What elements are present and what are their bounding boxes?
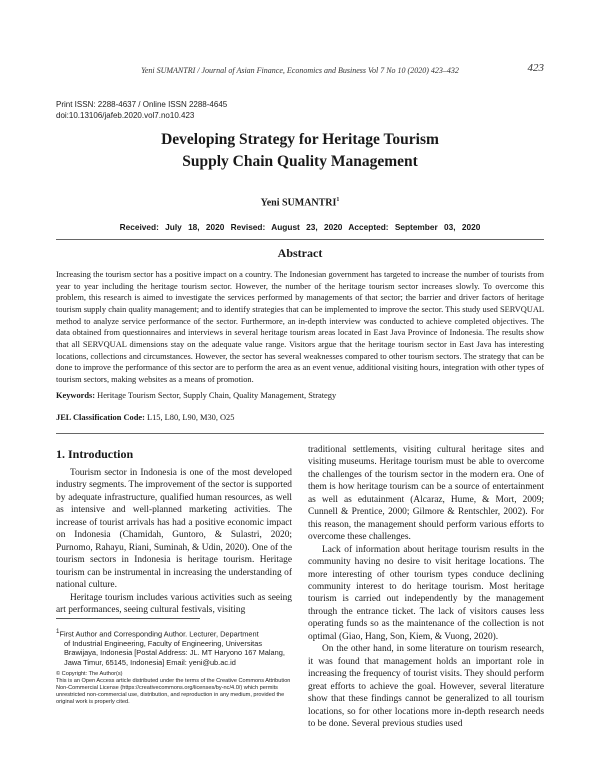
paragraph: Tourism sector in Indonesia is one of the most developed industry segments. The improvement of the sector is supported by adequate infrastructure, qualified human resources, as well as intensive and well-planned marketing activities. The increase of tourist arrivals has had a positive economic impact on Indonesia (Chamidah, Guntoro, & Sulastri, 2020; Purnomo, Rahayu, Riani, Suminah, & Udin, 2020). One of the tourism sectors in Indonesia is heritage tourism. Heritage tourism can be instrumental in increasing the understanding of national culture.	[56, 468, 292, 591]
footnote-line-1: First Author and Corresponding Author. Lecturer, Department	[59, 629, 259, 639]
paragraph: On the other hand, in some literature on tourism research, it was found that management holds an important role in increasing the frequency of tourist visits. They should perform great efforts to achieve the goal. However, several literature show that these findings cannot be generalized to all tourism locations, so for other locations more in-depth research needs to be done. Several previous studies used	[308, 644, 544, 729]
section-heading: 1. Introduction	[56, 447, 134, 461]
paragraph: Lack of information about heritage tourism results in the community having no desire to visit heritage locations. The more interesting of other tourism types conduce declining community interest to do heritage tourism. Most heritage tourism is carried out independently by the management through the entrance ticket. The lack of visitors causes less operating funds so as the maintenance of the collection is not optimal (Giao, Hang, Son, Kiem, & Vuong, 2020).	[308, 544, 544, 642]
abstract-heading: Abstract	[277, 246, 323, 260]
keywords	[56, 391, 544, 400]
abstract-text: Increasing the tourism sector has a positive impact on a country. The Indonesian government has targeted to increase the number of tourists from year to year including the heritage tourism sector. However, the number of the heritage tourism sector increases slowly. To overcome this problem, this research is aimed to investigate the services performed by managements of that sector; the barrier and driver factors of heritage tourism supply chain quality management; and to identify strategies that can be implemented to improve the sector. This study used SERVQUAL method to analyze service performance of the sector. Furthermore, an in-depth interview was conducted to achieve completed objectives. The data obtained from questionnaires and interviews in several heritage tourism areas located in East Java Province of Indonesia. The results show that all SERVQUAL dimensions stay on the adequate value range. Visitors argue that the heritage tourism sector in East Java has interesting locations, collections and circumstances. However, the sector has several weaknesses compared to other tourism sectors. The strategy that can be done to improve the performance of this sector are to perform the area as an event venue, additional visiting hours, integration with other types of tourism sectors, making websites as a means of promotion.	[56, 270, 544, 384]
footnote-mark: 1	[56, 628, 60, 635]
keywords-label: Keywords:	[56, 391, 96, 400]
jel-codes	[56, 413, 544, 422]
paragraph: traditional settlements, visiting cultural heritage sites and visiting museums. Heritage tourism must be able to overcome the challenges of the tourism sector in the modern era. One of them is how heritage tourism can be a source of entertainment as well as edutainment (Alcaraz, Hume, & Mort, 2009; Cunnell & Prentice, 2000; Gilmore & Rentschler, 2002). For this reason, the management should perform various efforts to overcome these challenges.	[308, 445, 544, 543]
abstract-bottom-rule	[56, 433, 544, 434]
footnote	[56, 627, 296, 667]
copyright-line: © Copyright: The Author(s)	[56, 671, 123, 677]
copyright-notice	[56, 671, 296, 706]
column-right	[308, 444, 544, 730]
author-mark: 1	[336, 197, 340, 203]
issn-block	[56, 99, 227, 121]
column-left	[56, 467, 292, 616]
jel-label: JEL Classification Code:	[56, 413, 145, 422]
issn-line: Print ISSN: 2288-4637 / Online ISSN 2288-4645	[56, 100, 228, 109]
author-name: Yeni SUMANTRI	[260, 197, 337, 209]
title-line-1: Developing Strategy for Heritage Tourism	[161, 131, 439, 148]
title-line-2: Supply Chain Quality Management	[182, 153, 418, 170]
footnote-rule	[56, 618, 200, 619]
page-number: 423	[527, 62, 544, 74]
doi-line: doi:10.13106/jafeb.2020.vol7.no10.423	[56, 111, 195, 120]
abstract-top-rule	[56, 239, 544, 240]
license-text: This is an Open Access article distributed under the terms of the Creative Commons Attribution Non-Commercial License (https://creativecommons.org/licenses/by-nc/4.0/) which permits unrestricted non-commercial use, distribution, and reproduction in any medium, provided the original work is properly cited.	[56, 678, 291, 706]
keywords-text: Heritage Tourism Sector, Supply Chain, Quality Management, Strategy	[97, 391, 337, 400]
author	[0, 197, 600, 208]
paragraph: Heritage tourism includes various activities such as seeing art performances, seeing cultural festivals, visiting	[56, 592, 292, 615]
jel-text: L15, L80, L90, M30, O25	[146, 413, 235, 422]
paper-title	[0, 129, 600, 173]
article-dates: Received: July 18, 2020 Revised: August 23, 2020 Accepted: September 03, 2020	[119, 222, 481, 232]
footnote-body: of Industrial Engineering, Faculty of Engineering, Universitas Brawijaya, Indonesia [Postal Address: JL. MT Haryono 167 Malang, Jawa Timur, 65145, Indonesia] Email: yeni@ub.ac.id	[64, 638, 285, 667]
running-header: Yeni SUMANTRI / Journal of Asian Finance, Economics and Business Vol 7 No 10 (2020) 423–432	[141, 66, 459, 75]
